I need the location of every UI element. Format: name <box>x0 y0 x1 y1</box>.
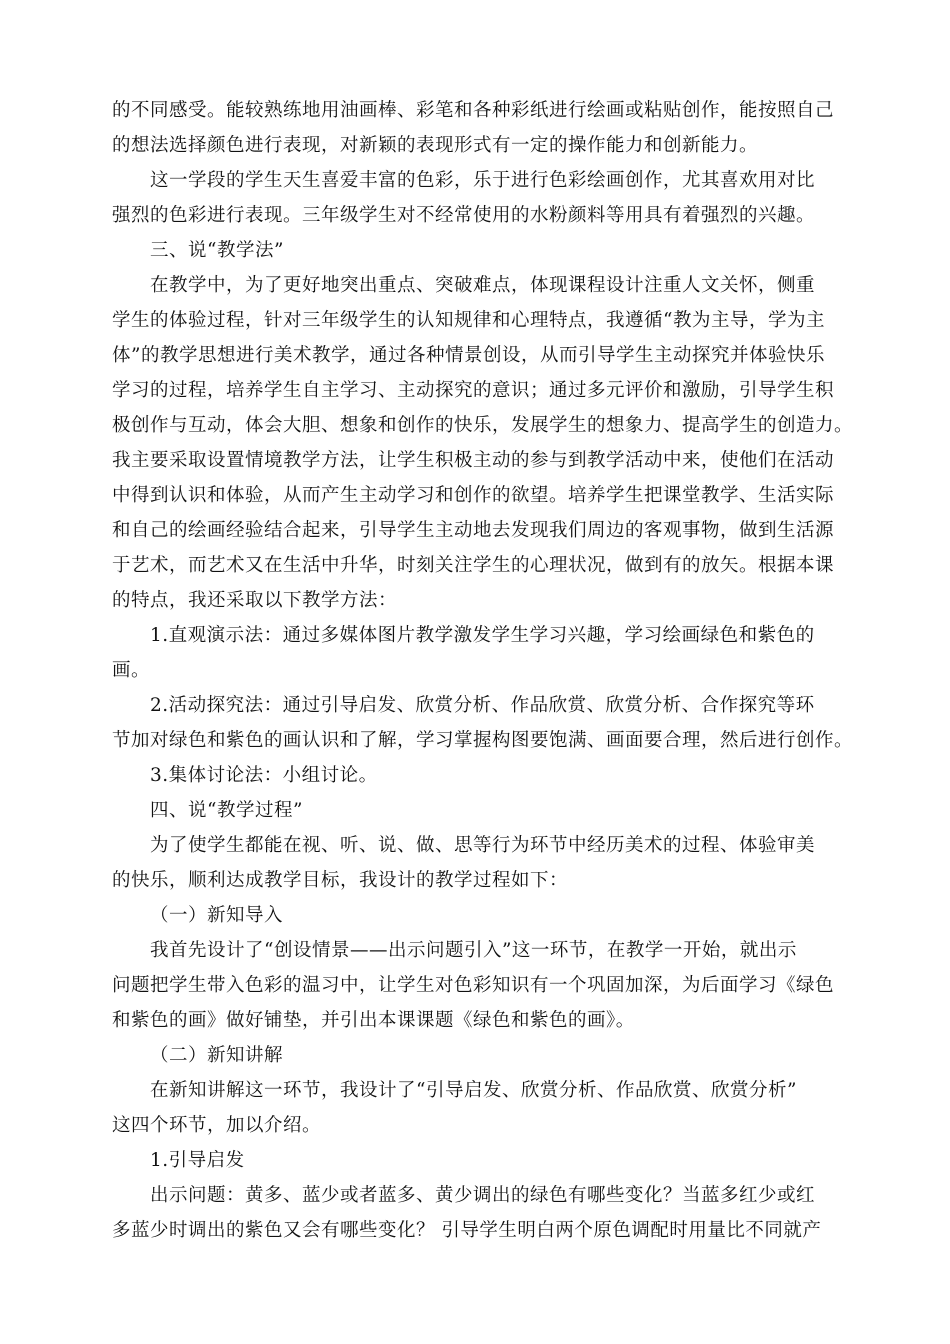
section-heading: 三、说“教学法” <box>150 240 284 261</box>
text-line: 中得到认识和体验，从而产生主动学习和创作的欲望。培养学生把课堂教学、生活实际 <box>112 485 835 506</box>
text-line: 强烈的色彩进行表现。三年级学生对不经常使用的水粉颜料等用具有着强烈的兴趣。 <box>112 205 816 226</box>
list-item: 1.直观演示法：通过多媒体图片教学激发学生学习兴趣，学习绘画绿色和紫色的 <box>150 625 815 646</box>
text-line: 的不同感受。能较熟练地用油画棒、彩笔和各种彩纸进行绘画或粘贴创作，能按照自己 <box>112 100 835 121</box>
text-line: 问题把学生带入色彩的温习中，让学生对色彩知识有一个巩固加深，为后面学习《绿色 <box>112 975 835 996</box>
list-item: 3.集体讨论法：小组讨论。 <box>150 765 378 786</box>
text-line: 的想法选择颜色进行表现，对新颖的表现形式有一定的操作能力和创新能力。 <box>112 135 759 156</box>
text-line: 这四个环节，加以介绍。 <box>112 1115 322 1136</box>
text-line: 我首先设计了“创设情景——出示问题引入”这一环节，在教学一开始，就出示 <box>150 940 797 961</box>
subsection-heading: （二）新知讲解 <box>150 1045 284 1066</box>
text-line: 在教学中，为了更好地突出重点、突破难点，体现课程设计注重人文关怀，侧重 <box>150 275 816 296</box>
text-line: 和紫色的画》做好铺垫，并引出本课课题《绿色和紫色的画》。 <box>112 1010 635 1031</box>
text-line: 我主要采取设置情境教学方法，让学生积极主动的参与到教学活动中来，使他们在活动 <box>112 450 835 471</box>
list-item: 2.活动探究法：通过引导启发、欣赏分析、作品欣赏、欣赏分析、合作探究等环 <box>150 695 815 716</box>
text-line: 于艺术，而艺术又在生活中升华，时刻关注学生的心理状况，做到有的放矢。根据本课 <box>112 555 835 576</box>
text-line: 这一学段的学生天生喜爱丰富的色彩，乐于进行色彩绘画创作，尤其喜欢用对比 <box>150 170 816 191</box>
text-line: 学习的过程，培养学生自主学习、主动探究的意识；通过多元评价和激励，引导学生积 <box>112 380 835 401</box>
text-line: 和自己的绘画经验结合起来，引导学生主动地去发现我们周边的客观事物，做到生活源 <box>112 520 835 541</box>
text-line: 学生的体验过程，针对三年级学生的认知规律和心理特点，我遵循“教为主导，学为主 <box>112 310 825 331</box>
text-line: 极创作与互动，体会大胆、想象和创作的快乐，发展学生的想象力、提高学生的创造力。 <box>112 415 854 436</box>
text-line: 画。 <box>112 660 151 681</box>
text-line: 的特点，我还采取以下教学方法： <box>112 590 398 611</box>
text-line: 在新知讲解这一环节，我设计了“引导启发、欣赏分析、作品欣赏、欣赏分析” <box>150 1080 797 1101</box>
text-line: 节加对绿色和紫色的画认识和了解，学习掌握构图要饱满、画面要合理，然后进行创作。 <box>112 730 854 751</box>
text-line: 出示问题：黄多、蓝少或者蓝多、黄少调出的绿色有哪些变化？当蓝多红少或红 <box>150 1185 816 1206</box>
text-line: 的快乐，顺利达成教学目标，我设计的教学过程如下： <box>112 870 569 891</box>
list-item: 1.引导启发 <box>150 1150 245 1171</box>
subsection-heading: （一）新知导入 <box>150 905 284 926</box>
text-line: 为了使学生都能在视、听、说、做、思等行为环节中经历美术的过程、体验审美 <box>150 835 816 856</box>
section-heading: 四、说“教学过程” <box>150 800 303 821</box>
text-line: 多蓝少时调出的紫色又会有哪些变化？ 引导学生明白两个原色调配时用量比不同就产 <box>112 1220 822 1241</box>
text-line: 体”的教学思想进行美术教学，通过各种情景创设，从而引导学生主动探究并体验快乐 <box>112 345 825 366</box>
